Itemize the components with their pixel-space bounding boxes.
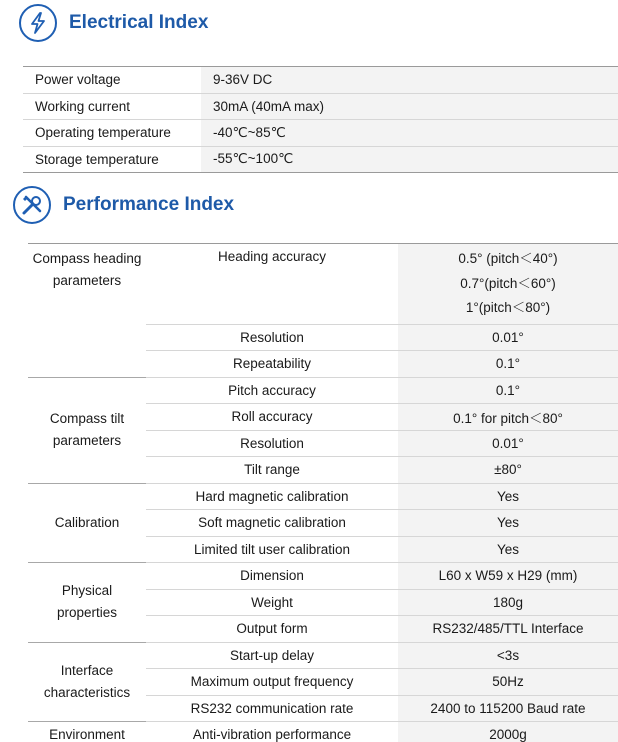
row-label: Dimension xyxy=(146,563,398,590)
row-label: Weight xyxy=(146,589,398,616)
table-row xyxy=(28,642,618,669)
value-line: 0.7°(pitch＜60°) xyxy=(460,275,556,291)
tools-icon xyxy=(13,186,51,224)
group-label: Compass tilt parameters xyxy=(28,377,146,483)
row-value: <3s xyxy=(398,642,618,669)
row-label: Start-up delay xyxy=(146,642,398,669)
group-label: Physical properties xyxy=(28,563,146,643)
table-row xyxy=(28,563,618,590)
row-label: Roll accuracy xyxy=(146,404,398,431)
row-label: Pitch accuracy xyxy=(146,377,398,404)
row-value xyxy=(398,244,618,325)
row-value: Yes xyxy=(398,483,618,510)
row-value: Yes xyxy=(398,536,618,563)
row-label: Working current xyxy=(23,93,201,120)
row-label: Operating temperature xyxy=(23,120,201,147)
row-value: L60 x W59 x H29 (mm) xyxy=(398,563,618,590)
electrical-index-heading xyxy=(19,4,208,42)
row-value: 30mA (40mA max) xyxy=(201,93,618,120)
row-value: -55℃~100℃ xyxy=(201,146,618,173)
table-row xyxy=(23,93,618,120)
row-value: -40℃~85℃ xyxy=(201,120,618,147)
row-value: 0.01° xyxy=(398,430,618,457)
table-row xyxy=(28,244,618,325)
performance-index-heading xyxy=(13,186,234,224)
row-value: 2400 to 115200 Baud rate xyxy=(398,695,618,722)
row-label: Power voltage xyxy=(23,67,201,94)
lightning-icon xyxy=(19,4,57,42)
row-value: 9-36V DC xyxy=(201,67,618,94)
row-value: 2000g xyxy=(398,722,618,742)
row-value: Yes xyxy=(398,510,618,537)
row-label: Resolution xyxy=(146,430,398,457)
row-value: ±80° xyxy=(398,457,618,484)
group-label: Compass heading parameters xyxy=(28,244,146,378)
electrical-index-table xyxy=(23,66,618,173)
table-row xyxy=(23,67,618,94)
row-label: Tilt range xyxy=(146,457,398,484)
row-label: Storage temperature xyxy=(23,146,201,173)
row-label: Heading accuracy xyxy=(146,244,398,325)
row-label: Anti-vibration performance xyxy=(146,722,398,742)
row-value: 0.1° xyxy=(398,377,618,404)
row-value: RS232/485/TTL Interface xyxy=(398,616,618,643)
group-label: Interface characteristics xyxy=(28,642,146,722)
row-value: 0.1° for pitch＜80° xyxy=(398,404,618,431)
row-value: 180g xyxy=(398,589,618,616)
table-row xyxy=(23,120,618,147)
performance-index-table xyxy=(28,243,618,742)
row-value: 50Hz xyxy=(398,669,618,696)
table-row xyxy=(28,377,618,404)
table-row xyxy=(23,146,618,173)
row-label: RS232 communication rate xyxy=(146,695,398,722)
value-line: 0.5° (pitch＜40°) xyxy=(458,251,558,266)
group-label: Calibration xyxy=(28,483,146,563)
row-label: Limited tilt user calibration xyxy=(146,536,398,563)
row-label: Output form xyxy=(146,616,398,643)
row-label: Maximum output frequency xyxy=(146,669,398,696)
row-label: Resolution xyxy=(146,324,398,351)
table-row xyxy=(28,722,618,742)
row-label: Repeatability xyxy=(146,351,398,378)
group-label: Environment xyxy=(28,722,146,742)
section-title: Electrical Index xyxy=(69,12,209,33)
value-line: 1°(pitch＜80°) xyxy=(465,300,551,315)
section-title: Performance Index xyxy=(63,194,235,215)
table-row xyxy=(28,483,618,510)
row-value: 0.01° xyxy=(398,324,618,351)
row-label: Soft magnetic calibration xyxy=(146,510,398,537)
row-value: 0.1° xyxy=(398,351,618,378)
row-label: Hard magnetic calibration xyxy=(146,483,398,510)
